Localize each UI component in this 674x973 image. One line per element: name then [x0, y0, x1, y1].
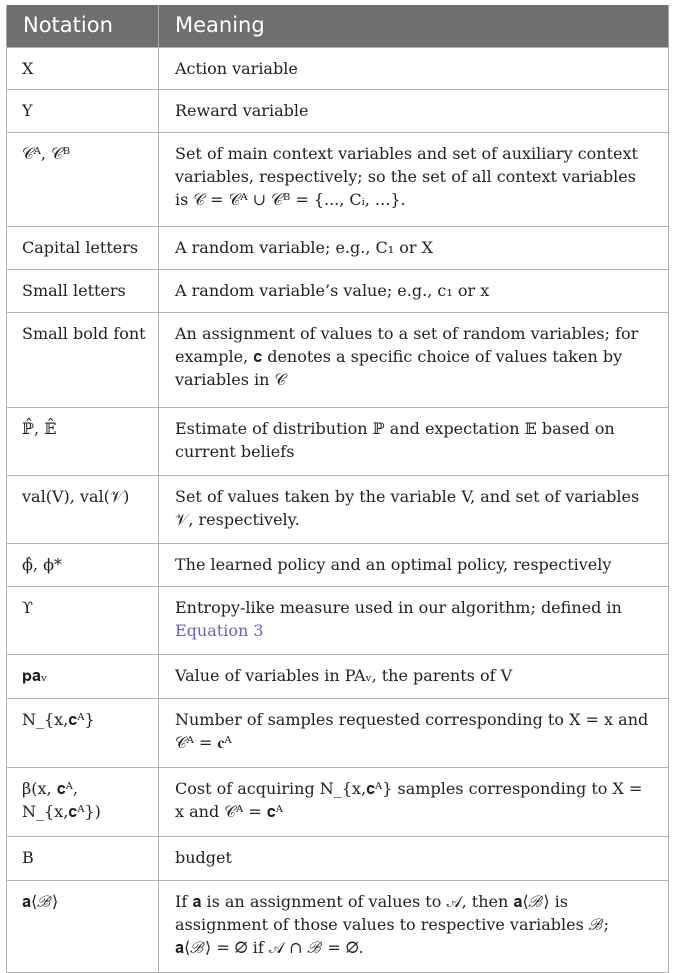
meaning-text: Entropy-like measure used in our algorithm; defined in	[175, 597, 622, 617]
notation-cell: ϕ̂, ϕ*	[7, 543, 159, 586]
notation-cell: ϒ	[7, 586, 159, 654]
notation-cell: 𝐩𝐚ᵥ	[7, 654, 159, 698]
equation-link[interactable]: Equation 3	[175, 620, 264, 640]
meaning-cell	[159, 586, 669, 654]
table-row	[7, 543, 669, 586]
notation-cell: 𝐚⟨ℬ⟩	[7, 880, 159, 972]
meaning-cell: A random variable’s value; e.g., c₁ or x	[159, 269, 669, 312]
notation-cell: N_{x,𝐜ᴬ}	[7, 698, 159, 767]
meaning-cell: The learned policy and an optimal policy, respectively	[159, 543, 669, 586]
table-row	[7, 767, 669, 836]
meaning-cell: Estimate of distribution ℙ and expectation 𝔼 based on current beliefs	[159, 407, 669, 475]
table-row	[7, 89, 669, 132]
meaning-cell: An assignment of values to a set of random variables; for example, 𝐜 denotes a specific choice of values taken by variables in 𝒞	[159, 312, 669, 407]
table-row	[7, 698, 669, 767]
notation-cell: β(x, 𝐜ᴬ, N_{x,𝐜ᴬ})	[7, 767, 159, 836]
meaning-cell: Cost of acquiring N_{x,𝐜ᴬ} samples corresponding to X = x and 𝒞ᴬ = 𝐜ᴬ	[159, 767, 669, 836]
table-row	[7, 269, 669, 312]
meaning-cell: Set of main context variables and set of auxiliary context variables, respectively; so the set of all context variables is 𝒞 = 𝒞ᴬ ∪ 𝒞ᴮ = {..., Cᵢ, ...}.	[159, 132, 669, 226]
meaning-column-header: Meaning	[159, 5, 669, 47]
meaning-cell: Action variable	[159, 47, 669, 89]
notation-cell: Y	[7, 89, 159, 132]
notation-cell: Small letters	[7, 269, 159, 312]
notation-cell: ℙ̂, 𝔼̂	[7, 407, 159, 475]
table-row	[7, 654, 669, 698]
meaning-cell: Number of samples requested corresponding to X = x and 𝒞ᴬ = 𝐜ᴬ	[159, 698, 669, 767]
notation-cell: X	[7, 47, 159, 89]
notation-column-header: Notation	[7, 5, 159, 47]
table-row	[7, 132, 669, 226]
meaning-cell: budget	[159, 836, 669, 880]
meaning-cell: A random variable; e.g., C₁ or X	[159, 226, 669, 269]
meaning-cell: Value of variables in PAᵥ, the parents of V	[159, 654, 669, 698]
notation-cell: val(V), val(𝒱)	[7, 475, 159, 543]
notation-cell: Capital letters	[7, 226, 159, 269]
meaning-cell: If 𝐚 is an assignment of values to 𝒜, then 𝐚⟨ℬ⟩ is assignment of those values to respective variables ℬ; 𝐚⟨ℬ⟩ = ∅ if 𝒜 ∩ ℬ = ∅.	[159, 880, 669, 972]
notation-cell: Small bold font	[7, 312, 159, 407]
table-row	[7, 880, 669, 972]
table-row	[7, 475, 669, 543]
notation-cell: B	[7, 836, 159, 880]
table-row	[7, 407, 669, 475]
table-header-row	[7, 5, 669, 47]
meaning-cell: Reward variable	[159, 89, 669, 132]
table-row	[7, 586, 669, 654]
table-row	[7, 47, 669, 89]
table-row	[7, 226, 669, 269]
table-row	[7, 836, 669, 880]
notation-cell: 𝒞ᴬ, 𝒞ᴮ	[7, 132, 159, 226]
table-row	[7, 312, 669, 407]
meaning-cell: Set of values taken by the variable V, and set of variables 𝒱, respectively.	[159, 475, 669, 543]
notation-table	[6, 5, 669, 973]
